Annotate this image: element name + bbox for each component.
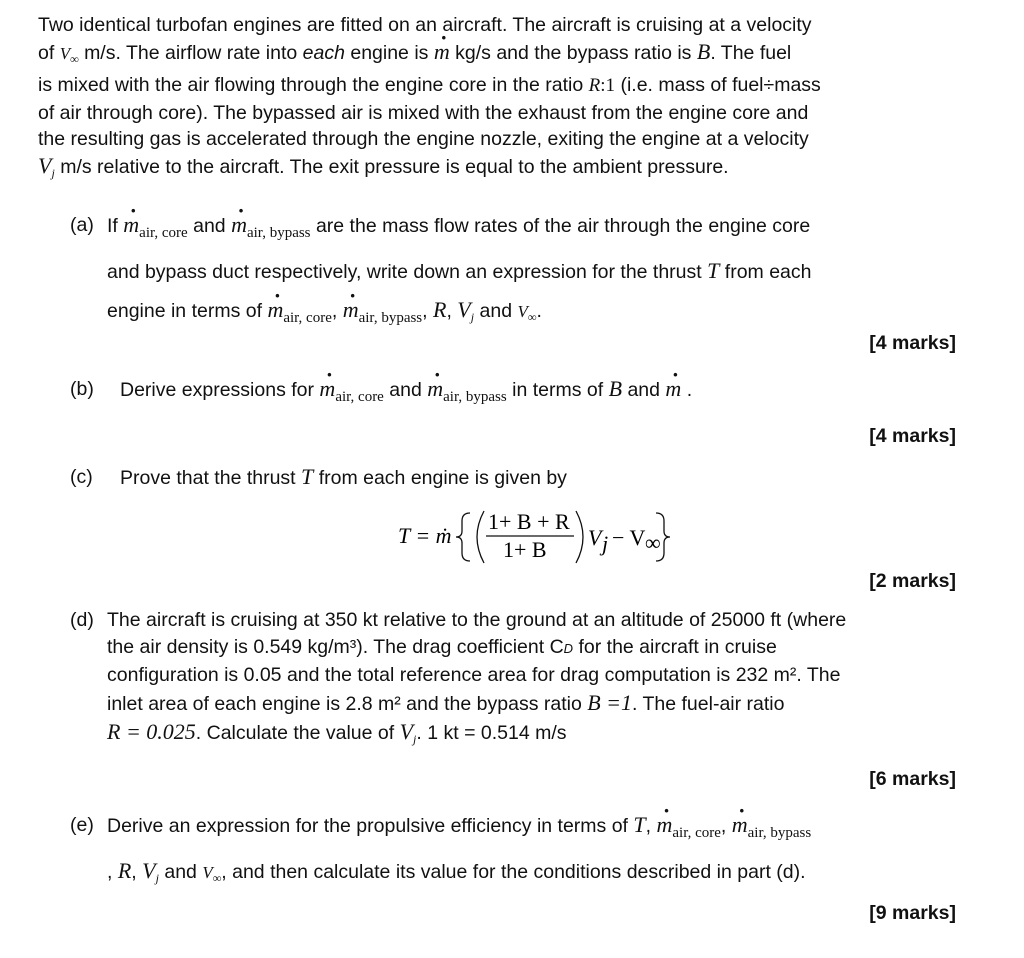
eq-denominator: 1+ B [503, 537, 547, 562]
eq-vj: V [588, 525, 602, 550]
part-e-text: Derive an expression for the propulsive efficiency in terms of T, · $m_{air, core}$, · $m_{air, bypass}$ , R, Vj and $V_\infty$, and then calculate its value for the conditions described in part (d). [107, 806, 957, 897]
intro-line-5: the resulting gas is accelerated through the engine nozzle, exiting the engine at a velocity [38, 128, 809, 150]
part-d-label: (d) [70, 609, 94, 631]
thrust-equation [398, 505, 678, 565]
part-e [70, 806, 960, 886]
part-d-marks: [6 marks] [869, 768, 956, 790]
part-c-marks: [2 marks] [869, 570, 956, 592]
eq-right-paren [576, 511, 583, 563]
intro-line-4: of air through core). The bypassed air is mixed with the exhaust from the engine core and [38, 101, 809, 124]
part-b-marks: [4 marks] [869, 425, 956, 447]
part-b [70, 370, 960, 410]
part-d [70, 607, 960, 747]
eq-left-brace [456, 513, 470, 561]
part-c-label: (c) [70, 466, 93, 488]
eq-vinf-sub: ∞ [645, 530, 661, 555]
intro-paragraph [38, 12, 958, 186]
part-d-text: The aircraft is cruising at 350 kt relative to the ground at an altitude of 25000 ft (where the air density is 0.549 kg/m³). The drag coefficient CD for the aircraft in cruise configuration is 0.05 and the total reference area for drag computation is 232 m². The inlet area of each engine is 2.8 m² and the bypass ratio B =1. The fuel-air ratio R = 0.025. Calculate the value of Vj. 1 kt = 0.514 m/s [107, 609, 847, 746]
part-a [70, 206, 960, 326]
eq-vj-sub: j [602, 531, 609, 556]
part-a-marks: [4 marks] [869, 332, 956, 354]
intro-line-3: is mixed with the air flowing through the engine core in the ratio R:1 (i.e. mass of fuel÷mass [38, 74, 821, 96]
intro-line-6: Vj m/s relative to the aircraft. The exit pressure is equal to the ambient pressure. [38, 152, 729, 180]
part-e-label: (e) [70, 814, 94, 836]
intro-line-1: Two identical turbofan engines are fitted on an aircraft. The aircraft is cruising at a velocity [38, 14, 812, 36]
part-c [70, 458, 960, 498]
part-e-marks: [9 marks] [869, 902, 956, 924]
part-b-label: (b) [70, 378, 94, 400]
eq-numerator: 1+ B + R [488, 509, 570, 534]
eq-lhs: T = ṁ [398, 523, 452, 548]
part-c-text: Prove that the thrust T from each engine is given by [120, 464, 567, 489]
eq-left-paren [477, 511, 484, 563]
part-a-text: $If \cdot m_{air, core}$ and · $m_{air, bypass}$ are the mass flow rates of the air through the engine core and bypass duct respectively, write down an expression for the thrust T from each engine in terms of · $m_{air, core}$, · $m_{air, bypass}$, R, Vj and $V_\infty$. [107, 206, 957, 337]
thrust-equation-svg [398, 505, 678, 569]
part-b-text: Derive expressions for · $m_{air, core}$ and · $m_{air, bypass}$ in terms of B and · m . [120, 370, 970, 416]
intro-line-2: of $V_\infty$ m/s. The airflow rate into each engine is · m kg/s and the bypass ratio is B. The fuel [38, 39, 958, 73]
eq-tail: − V [612, 525, 646, 550]
part-a-label: (a) [70, 214, 94, 236]
